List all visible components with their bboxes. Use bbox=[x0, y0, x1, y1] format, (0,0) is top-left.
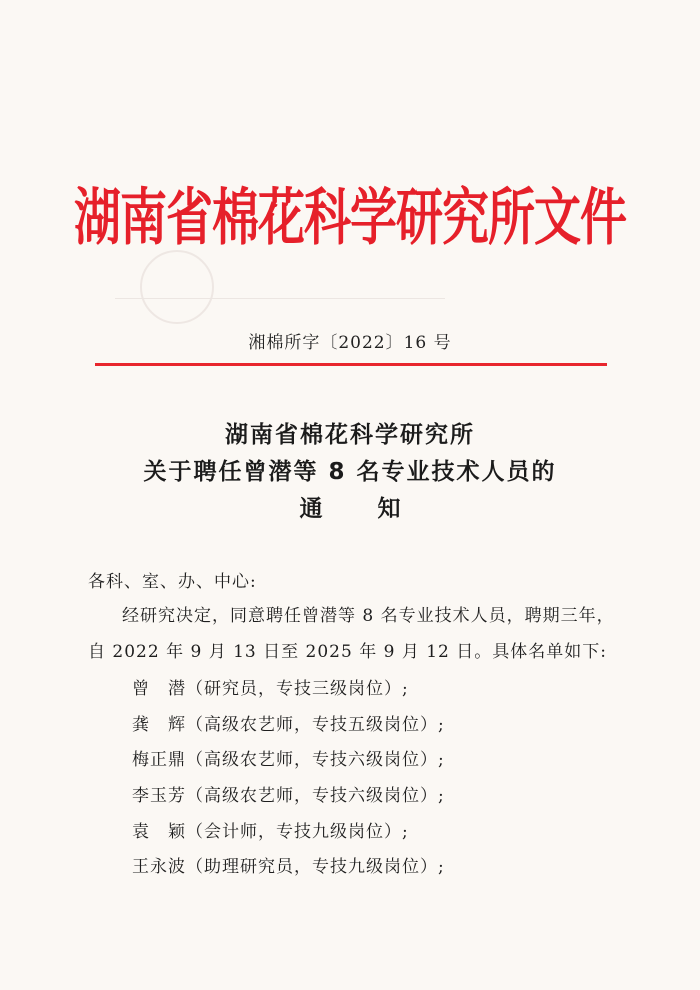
staff-list-item: 李玉芳（高级农艺师，专技六级岗位）; bbox=[132, 786, 445, 807]
staff-list-item: 袁 颖（会计师，专技九级岗位）; bbox=[132, 821, 409, 842]
staff-list-item: 曾 潜（研究员，专技三级岗位）; bbox=[132, 679, 409, 699]
staff-list-item: 龚 辉（高级农艺师，专技五级岗位）; bbox=[132, 714, 445, 735]
staff-list-item: 梅正鼎（高级农艺师，专技六级岗位）; bbox=[132, 750, 445, 771]
body-paragraph-line-2: 自 2022 年 9 月 13 日至 2025 年 9 月 12 日。具体名单如下: bbox=[88, 642, 607, 662]
staff-list-item: 王永波（助理研究员，专技九级岗位）; bbox=[132, 857, 445, 878]
notice-title-line-2: 关于聘任曾潜等 8 名专业技术人员的 bbox=[143, 459, 557, 485]
show-through-line bbox=[115, 298, 445, 299]
notice-title-line-3: 通知 bbox=[299, 496, 456, 522]
red-divider-rule bbox=[95, 363, 607, 366]
staff-list bbox=[132, 674, 445, 888]
salutation: 各科、室、办、中心: bbox=[88, 572, 257, 592]
document-number: 湘棉所字〔2022〕16 号 bbox=[248, 333, 452, 353]
body-paragraph-line-1: 经研究决定，同意聘任曾潜等 8 名专业技术人员，聘期三年， bbox=[122, 606, 615, 626]
notice-title-line-1: 湖南省棉花科学研究所 bbox=[225, 422, 475, 448]
document-masthead: 湖南省棉花科学研究所文件 bbox=[74, 182, 626, 255]
show-through-seal bbox=[140, 250, 214, 324]
